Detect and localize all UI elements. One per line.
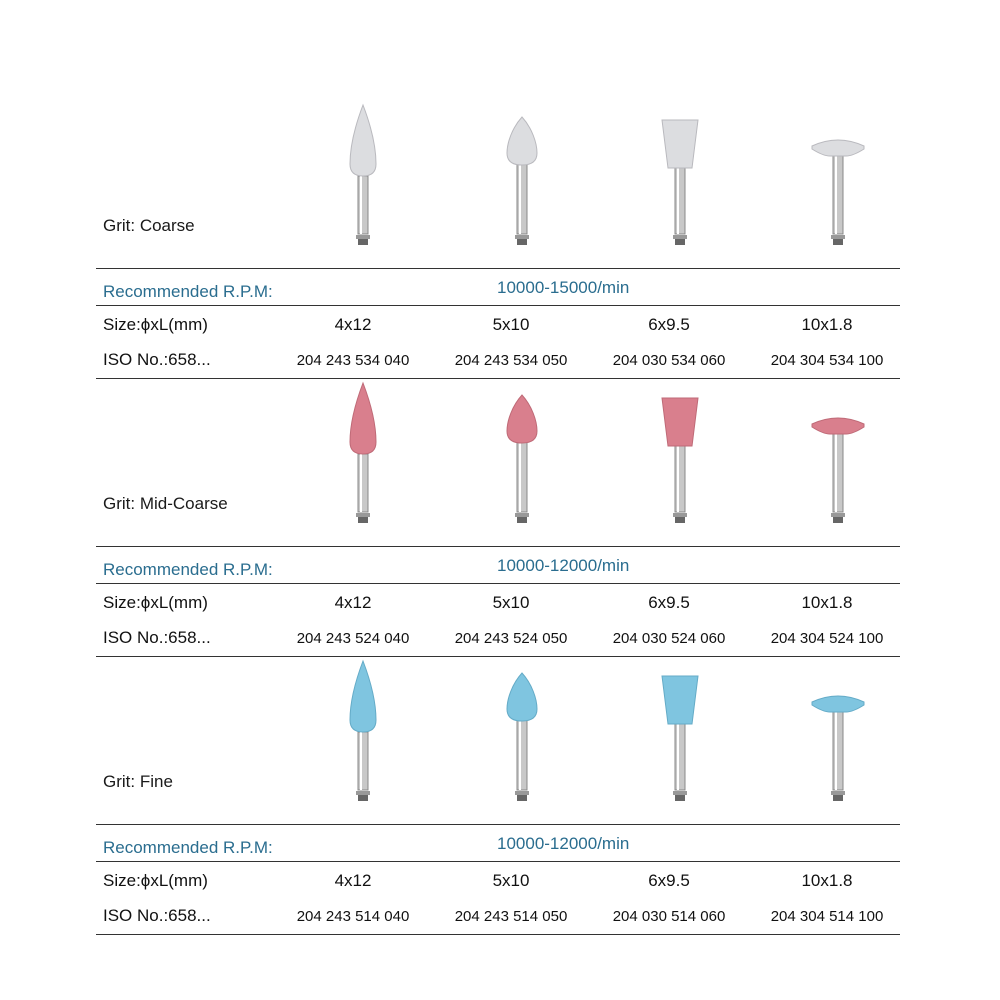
iso-value: 204 304 524 100 [770,630,884,647]
iso-label: ISO No.:658... [103,628,211,647]
size-label: Size:ϕxL(mm) [103,871,208,890]
size-value: 6x9.5 [648,871,690,890]
grit-label: Grit: Mid-Coarse [103,494,228,513]
rpm-value: 10000-12000/min [497,834,630,853]
section-fine [96,654,900,934]
iso-value: 204 304 514 100 [770,908,884,925]
divider [96,305,900,306]
size-value: 10x1.8 [801,871,853,890]
size-value: 5x10 [492,315,530,334]
polisher-flame-coarse [333,98,393,238]
size-value: 6x9.5 [648,593,690,612]
size-value: 6x9.5 [648,315,690,334]
rpm-value: 10000-15000/min [497,278,630,297]
iso-value: 204 243 534 050 [454,352,568,369]
iso-value: 204 304 534 100 [770,352,884,369]
iso-value: 204 030 534 060 [612,352,726,369]
iso-label: ISO No.:658... [103,906,211,925]
polisher-bullet-fine [492,654,552,794]
size-value: 10x1.8 [801,315,853,334]
iso-value: 204 243 524 040 [296,630,410,647]
iso-value: 204 243 514 040 [296,908,410,925]
size-label: Size:ϕxL(mm) [103,315,208,334]
size-value: 4x12 [334,871,372,890]
iso-value: 204 243 524 050 [454,630,568,647]
divider [96,934,900,935]
divider [96,583,900,584]
polisher-cup-fine [650,654,710,794]
iso-value: 204 243 534 040 [296,352,410,369]
size-value: 4x12 [334,593,372,612]
size-value: 4x12 [334,315,372,334]
iso-value: 204 030 524 060 [612,630,726,647]
iso-value: 204 243 514 050 [454,908,568,925]
polisher-disc-mid-coarse [808,376,868,516]
polisher-cup-mid-coarse [650,376,710,516]
polisher-flame-fine [333,654,393,794]
rpm-label: Recommended R.P.M: [103,282,273,301]
rpm-value: 10000-12000/min [497,556,630,575]
polisher-disc-fine [808,654,868,794]
polisher-flame-mid-coarse [333,376,393,516]
divider [96,861,900,862]
grit-label: Grit: Coarse [103,216,195,235]
iso-value: 204 030 514 060 [612,908,726,925]
polisher-disc-coarse [808,98,868,238]
rpm-label: Recommended R.P.M: [103,560,273,579]
divider [96,824,900,825]
rpm-label: Recommended R.P.M: [103,838,273,857]
divider [96,546,900,547]
section-coarse [96,98,900,378]
size-label: Size:ϕxL(mm) [103,593,208,612]
divider [96,268,900,269]
iso-label: ISO No.:658... [103,350,211,369]
size-value: 10x1.8 [801,593,853,612]
polisher-bullet-coarse [492,98,552,238]
polisher-cup-coarse [650,98,710,238]
grit-label: Grit: Fine [103,772,173,791]
polisher-bullet-mid-coarse [492,376,552,516]
size-value: 5x10 [492,593,530,612]
section-mid-coarse [96,376,900,656]
size-value: 5x10 [492,871,530,890]
